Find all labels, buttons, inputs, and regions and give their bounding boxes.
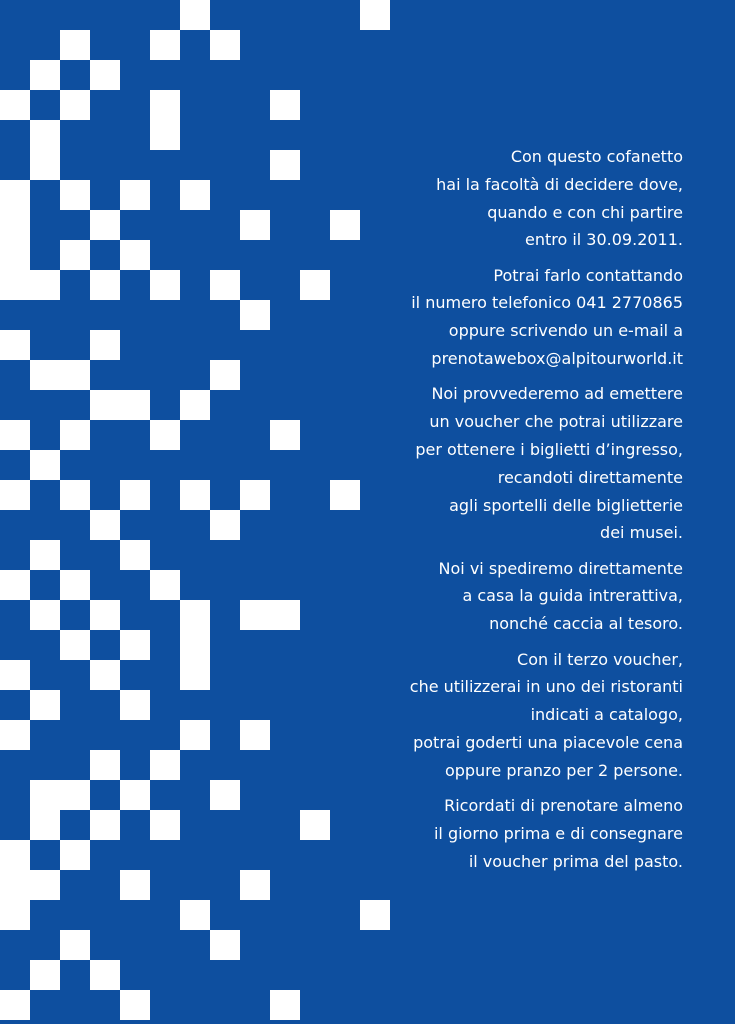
paragraph-voucher xyxy=(343,380,683,547)
mosaic-square xyxy=(60,840,90,870)
text-line: oppure scrivendo un e-mail a xyxy=(448,321,683,341)
mosaic-square xyxy=(240,600,270,630)
mosaic-square xyxy=(210,270,240,300)
paragraph-contact xyxy=(343,262,683,373)
mosaic-square xyxy=(60,480,90,510)
mosaic-square xyxy=(180,630,210,660)
mosaic-square xyxy=(120,480,150,510)
mosaic-square xyxy=(0,720,30,750)
text-line: un voucher che potrai utilizzare xyxy=(429,412,683,432)
text-line: il giorno prima e di consegnare xyxy=(433,823,683,843)
mosaic-square xyxy=(210,930,240,960)
mosaic-square xyxy=(270,990,300,1020)
mosaic-square xyxy=(60,240,90,270)
mosaic-square xyxy=(60,180,90,210)
mosaic-square xyxy=(90,390,120,420)
mosaic-square xyxy=(210,30,240,60)
paragraph-restaurant xyxy=(343,646,683,785)
mosaic-square xyxy=(150,90,180,120)
mosaic-square xyxy=(90,810,120,840)
mosaic-square xyxy=(180,180,210,210)
mosaic-square xyxy=(300,810,330,840)
mosaic-square xyxy=(30,360,60,390)
mosaic-square xyxy=(90,750,120,780)
mosaic-square xyxy=(0,330,30,360)
mosaic-square xyxy=(0,90,30,120)
email-address: prenotawebox@alpitourworld.it xyxy=(431,349,683,369)
mosaic-square xyxy=(0,570,30,600)
text-line: Noi provvederemo ad emettere xyxy=(431,384,683,404)
text-line: Con questo cofanetto xyxy=(510,147,683,166)
mosaic-square xyxy=(270,600,300,630)
mosaic-square xyxy=(120,390,150,420)
mosaic-square xyxy=(180,720,210,750)
mosaic-square xyxy=(90,660,120,690)
text-line: recandoti direttamente xyxy=(497,467,683,487)
mosaic-square xyxy=(120,990,150,1020)
mosaic-square xyxy=(30,60,60,90)
mosaic-square xyxy=(360,900,390,930)
mosaic-square xyxy=(60,780,90,810)
mosaic-square xyxy=(0,480,30,510)
mosaic-square xyxy=(60,630,90,660)
mosaic-square xyxy=(180,390,210,420)
mosaic-square xyxy=(60,30,90,60)
mosaic-square xyxy=(210,780,240,810)
mosaic-square xyxy=(60,420,90,450)
text-line: indicati a catalogo, xyxy=(530,705,683,725)
paragraph-reminder xyxy=(343,792,683,875)
mosaic-square xyxy=(120,240,150,270)
paragraph-intro xyxy=(343,143,683,254)
text-line: quando e con chi partire xyxy=(487,202,683,222)
mosaic-square xyxy=(30,810,60,840)
mosaic-square xyxy=(30,780,60,810)
text-line: Con il terzo voucher, xyxy=(517,649,683,669)
mosaic-square xyxy=(180,600,210,630)
mosaic-square xyxy=(120,690,150,720)
mosaic-square xyxy=(0,660,30,690)
mosaic-square xyxy=(150,570,180,600)
mosaic-square xyxy=(30,150,60,180)
text-line: Noi vi spediremo direttamente xyxy=(438,558,683,578)
text-line: agli sportelli delle biglietterie xyxy=(449,495,683,515)
text-line: a casa la guida intrerattiva, xyxy=(462,586,683,606)
mosaic-square xyxy=(150,810,180,840)
mosaic-square xyxy=(150,270,180,300)
mosaic-square xyxy=(60,570,90,600)
mosaic-square xyxy=(90,510,120,540)
mosaic-square xyxy=(150,120,180,150)
mosaic-square xyxy=(90,270,120,300)
text-line: oppure pranzo per 2 persone. xyxy=(444,760,683,780)
text-line: Ricordati di prenotare almeno xyxy=(444,796,683,816)
mosaic-square xyxy=(180,0,210,30)
mosaic-square xyxy=(240,480,270,510)
mosaic-square xyxy=(30,270,60,300)
mosaic-square xyxy=(90,960,120,990)
mosaic-square xyxy=(0,210,30,240)
mosaic-square xyxy=(210,360,240,390)
text-line: hai la facoltà di decidere dove, xyxy=(436,174,683,194)
text-line: Potrai farlo contattando xyxy=(493,265,683,285)
mosaic-square xyxy=(90,210,120,240)
paragraph-guide xyxy=(343,555,683,638)
mosaic-square xyxy=(0,240,30,270)
mosaic-square xyxy=(60,930,90,960)
mosaic-square xyxy=(30,690,60,720)
mosaic-square xyxy=(150,30,180,60)
mosaic-square xyxy=(120,180,150,210)
mosaic-square xyxy=(210,510,240,540)
text-line: per ottenere i biglietti d’ingresso, xyxy=(415,439,683,459)
mosaic-square xyxy=(150,750,180,780)
mosaic-square xyxy=(150,420,180,450)
mosaic-square xyxy=(300,270,330,300)
mosaic-square xyxy=(90,60,120,90)
text-line: che utilizzerai in uno dei ristoranti xyxy=(409,677,683,697)
text-line: il voucher prima del pasto. xyxy=(468,851,683,871)
mosaic-square xyxy=(240,210,270,240)
mosaic-square xyxy=(270,420,300,450)
mosaic-square xyxy=(0,180,30,210)
mosaic-square xyxy=(240,300,270,330)
info-text-block xyxy=(343,143,683,883)
mosaic-square xyxy=(90,330,120,360)
mosaic-square xyxy=(30,450,60,480)
mosaic-square xyxy=(120,780,150,810)
mosaic-square xyxy=(270,150,300,180)
text-line: dei musei. xyxy=(600,523,683,543)
mosaic-square xyxy=(60,360,90,390)
text-line: potrai goderti una piacevole cena xyxy=(413,732,683,752)
mosaic-square xyxy=(0,870,30,900)
mosaic-square xyxy=(180,900,210,930)
text-line: entro il 30.09.2011. xyxy=(524,230,683,250)
mosaic-square xyxy=(90,600,120,630)
mosaic-square xyxy=(30,600,60,630)
mosaic-square xyxy=(30,540,60,570)
mosaic-square xyxy=(0,990,30,1020)
phone-number-line: il numero telefonico 041 2770865 xyxy=(411,293,683,313)
mosaic-square xyxy=(240,870,270,900)
mosaic-square xyxy=(0,270,30,300)
mosaic-square xyxy=(0,900,30,930)
text-line: nonché caccia al tesoro. xyxy=(489,614,683,634)
mosaic-square xyxy=(180,480,210,510)
mosaic-square xyxy=(240,720,270,750)
mosaic-square xyxy=(120,630,150,660)
mosaic-square xyxy=(120,540,150,570)
mosaic-square xyxy=(60,90,90,120)
mosaic-square xyxy=(120,870,150,900)
mosaic-square xyxy=(360,0,390,30)
mosaic-square xyxy=(0,840,30,870)
mosaic-square xyxy=(30,960,60,990)
mosaic-square xyxy=(30,120,60,150)
mosaic-square xyxy=(30,870,60,900)
mosaic-square xyxy=(180,660,210,690)
mosaic-square xyxy=(0,420,30,450)
mosaic-square xyxy=(270,90,300,120)
